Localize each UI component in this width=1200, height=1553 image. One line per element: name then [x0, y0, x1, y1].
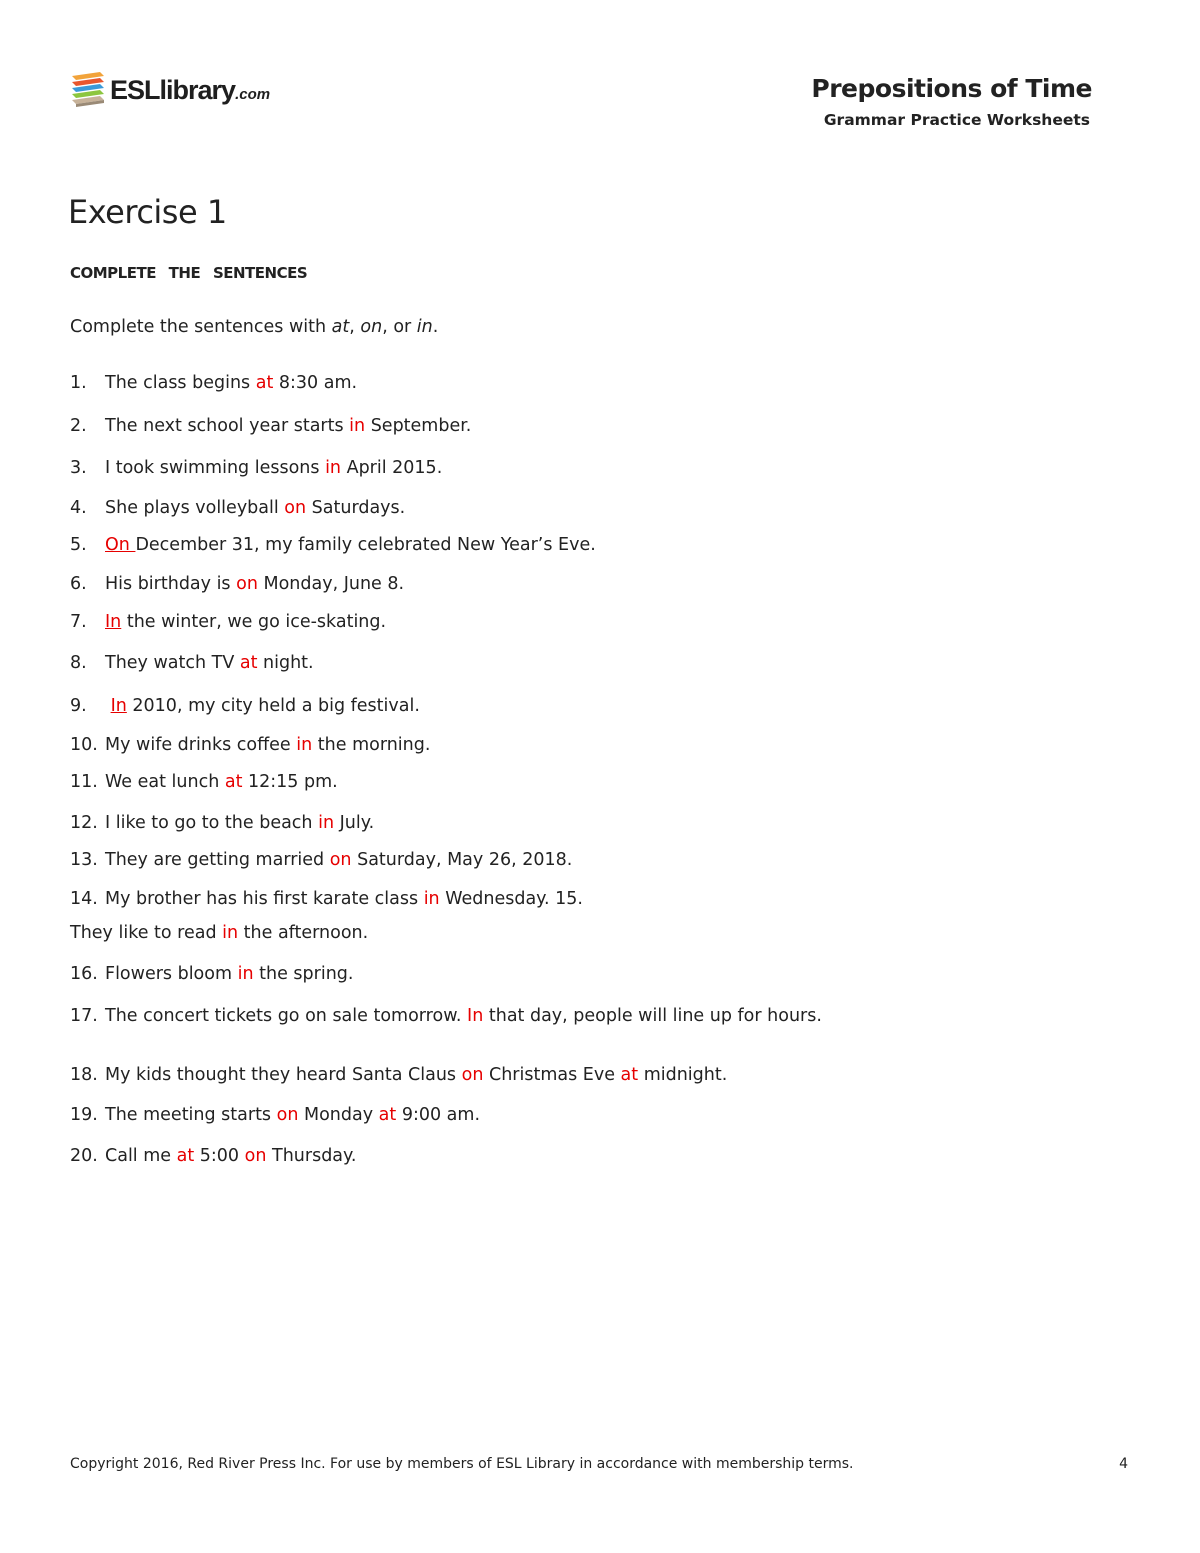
list-item: 2. The next school year starts in September. [70, 416, 472, 436]
answer: at [224, 772, 243, 792]
answer: On [105, 535, 136, 555]
answer: in [349, 416, 366, 436]
answer: at [176, 1146, 195, 1166]
list-item: 6. His birthday is on Monday, June 8. [70, 574, 405, 594]
book-stack-icon [70, 70, 106, 110]
answer: on [329, 850, 352, 870]
list-item: 11. We eat lunch at 12:15 pm. [70, 772, 338, 792]
answer: in [318, 813, 335, 833]
answer: in [296, 735, 313, 755]
answer: In [467, 1006, 484, 1026]
answer: at [255, 373, 274, 393]
answer: at [620, 1065, 639, 1085]
list-item: 13. They are getting married on Saturday, May 26, 2018. [70, 850, 573, 870]
answer: in [222, 923, 239, 943]
answer: in [325, 458, 342, 478]
list-item: 4. She plays volleyball on Saturdays. [70, 498, 406, 518]
answer: in [423, 889, 440, 909]
answer: on [284, 498, 307, 518]
exercise-title: Exercise 1 [68, 193, 227, 231]
list-item: 5. On December 31, my family celebrated New Year’s Eve. [70, 535, 596, 555]
answer: on [276, 1105, 299, 1125]
list-item: 1. The class begins at 8:30 am. [70, 373, 358, 393]
list-item: They like to read in the afternoon. [70, 923, 369, 943]
list-item: 14. My brother has his first karate class in Wednesday. 15. [70, 889, 583, 909]
answer: In [110, 696, 127, 716]
page-number: 4 [1119, 1456, 1128, 1472]
list-item: 16. Flowers bloom in the spring. [70, 964, 354, 984]
document-subtitle: Grammar Practice Worksheets [823, 111, 1090, 129]
answer: at [239, 653, 258, 673]
logo-text: ESLlibrary.com [110, 74, 271, 105]
answer: on [461, 1065, 484, 1085]
section-label: COMPLETE THE SENTENCES [70, 264, 308, 282]
answer: in [237, 964, 254, 984]
answer: In [105, 612, 122, 632]
list-item: 10. My wife drinks coffee in the morning. [70, 735, 431, 755]
list-item: 8. They watch TV at night. [70, 653, 314, 673]
answer: on [236, 574, 258, 594]
document-title: Prepositions of Time [811, 74, 1092, 103]
list-item: 20. Call me at 5:00 on Thursday. [70, 1146, 357, 1166]
list-item: 9. In 2010, my city held a big festival. [70, 696, 420, 716]
list-item: 17. The concert tickets go on sale tomorrow. In that day, people will line up for hours. [70, 1006, 822, 1026]
list-item: 7. In the winter, we go ice-skating. [70, 612, 387, 632]
list-item: 12. I like to go to the beach in July. [70, 813, 375, 833]
copyright-footer: Copyright 2016, Red River Press Inc. For use by members of ESL Library in accordance with membership terms. [70, 1456, 854, 1472]
list-item: 3. I took swimming lessons in April 2015. [70, 458, 443, 478]
list-item: 18. My kids thought they heard Santa Claus on Christmas Eve at midnight. [70, 1065, 728, 1085]
esl-library-logo [70, 68, 270, 112]
answer: on [244, 1146, 267, 1166]
list-item: 19. The meeting starts on Monday at 9:00 am. [70, 1105, 481, 1125]
instruction-text: Complete the sentences with at, on, or in. [70, 317, 439, 337]
answer: at [378, 1105, 397, 1125]
